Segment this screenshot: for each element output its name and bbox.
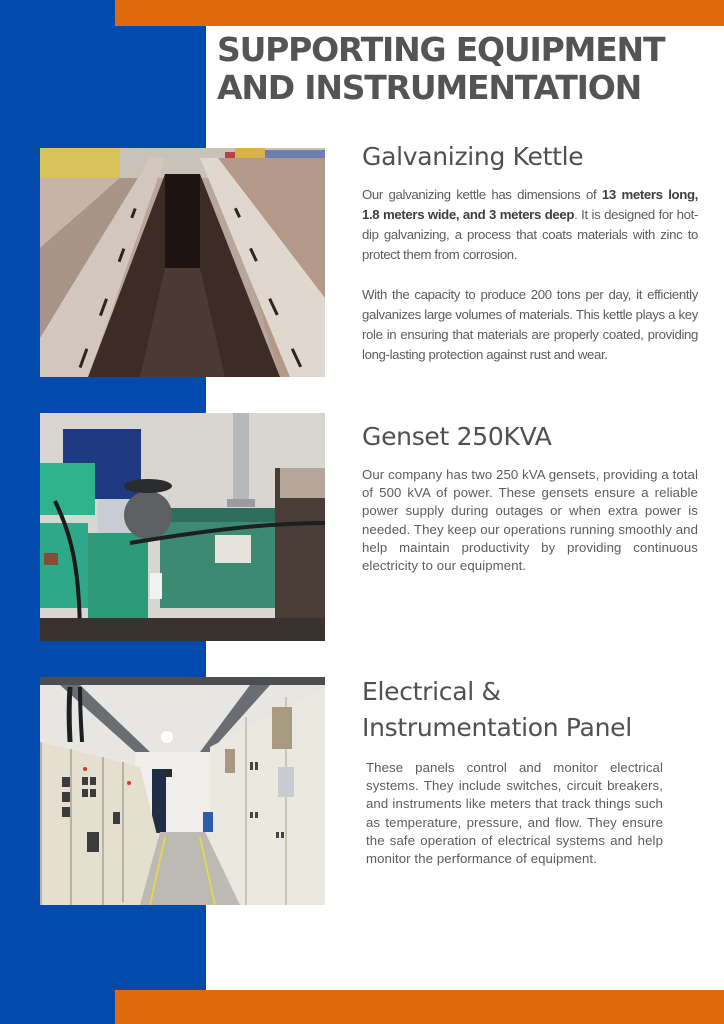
galvanizing-kettle-description	[362, 185, 698, 365]
genset-image-icon	[40, 413, 325, 641]
electrical-panel-paragraph-1: These panels control and monitor electrical systems. They include switches, circuit breakers, and instruments like meters that track things such as temperature, pressure, and flow. They ensure the safe operation of electrical systems and help monitor the performance of equipment.	[366, 760, 663, 867]
page-title	[217, 31, 717, 107]
galvanizing-kettle-heading: Galvanizing Kettle	[362, 142, 584, 171]
galvanizing-kettle-photo	[40, 148, 325, 377]
page-title-line-2: AND INSTRUMENTATION	[217, 68, 642, 107]
page-title-line-1: SUPPORTING EQUIPMENT	[217, 30, 665, 69]
electrical-panel-photo	[40, 677, 325, 905]
electrical-panel-description	[366, 759, 663, 868]
electrical-panel-heading-line-1: Electrical &	[362, 677, 501, 706]
kettle-dimensions-intro: Our galvanizing kettle has dimensions of	[362, 187, 602, 202]
kettle-purpose: . It is designed for hot-dip galvanizing, a process that coats materials with zinc to protect them from corrosion.	[362, 207, 698, 262]
orange-top-bar	[115, 0, 724, 26]
genset-heading: Genset 250KVA	[362, 422, 552, 451]
genset-description	[362, 466, 698, 575]
orange-bottom-bar	[115, 990, 724, 1024]
galvanizing-kettle-paragraph-2: With the capacity to produce 200 tons per day, it efficiently galvanizes large volumes of materials. This kettle plays a key role in ensuring that materials are properly coated, providing long-lasting protection against rust and wear.	[362, 287, 698, 362]
electrical-panel-heading-line-2: Instrumentation Panel	[362, 713, 632, 742]
kettle-dimensions: 13 meters long, 1.8 meters wide, and 3 meters deep	[362, 187, 698, 222]
genset-paragraph-1: Our company has two 250 kVA gensets, providing a total of 500 kVA of power. These gensets ensure a reliable power supply during outages or when extra power is needed. They keep our operations running smoothly and help maintain productivity by providing continuous electricity to our equipment.	[362, 467, 698, 574]
genset-photo	[40, 413, 325, 641]
panel-image-icon	[40, 677, 325, 905]
electrical-panel-heading	[362, 674, 702, 746]
galvanizing-kettle-paragraph-1	[362, 185, 698, 265]
kettle-image-icon	[40, 148, 325, 377]
